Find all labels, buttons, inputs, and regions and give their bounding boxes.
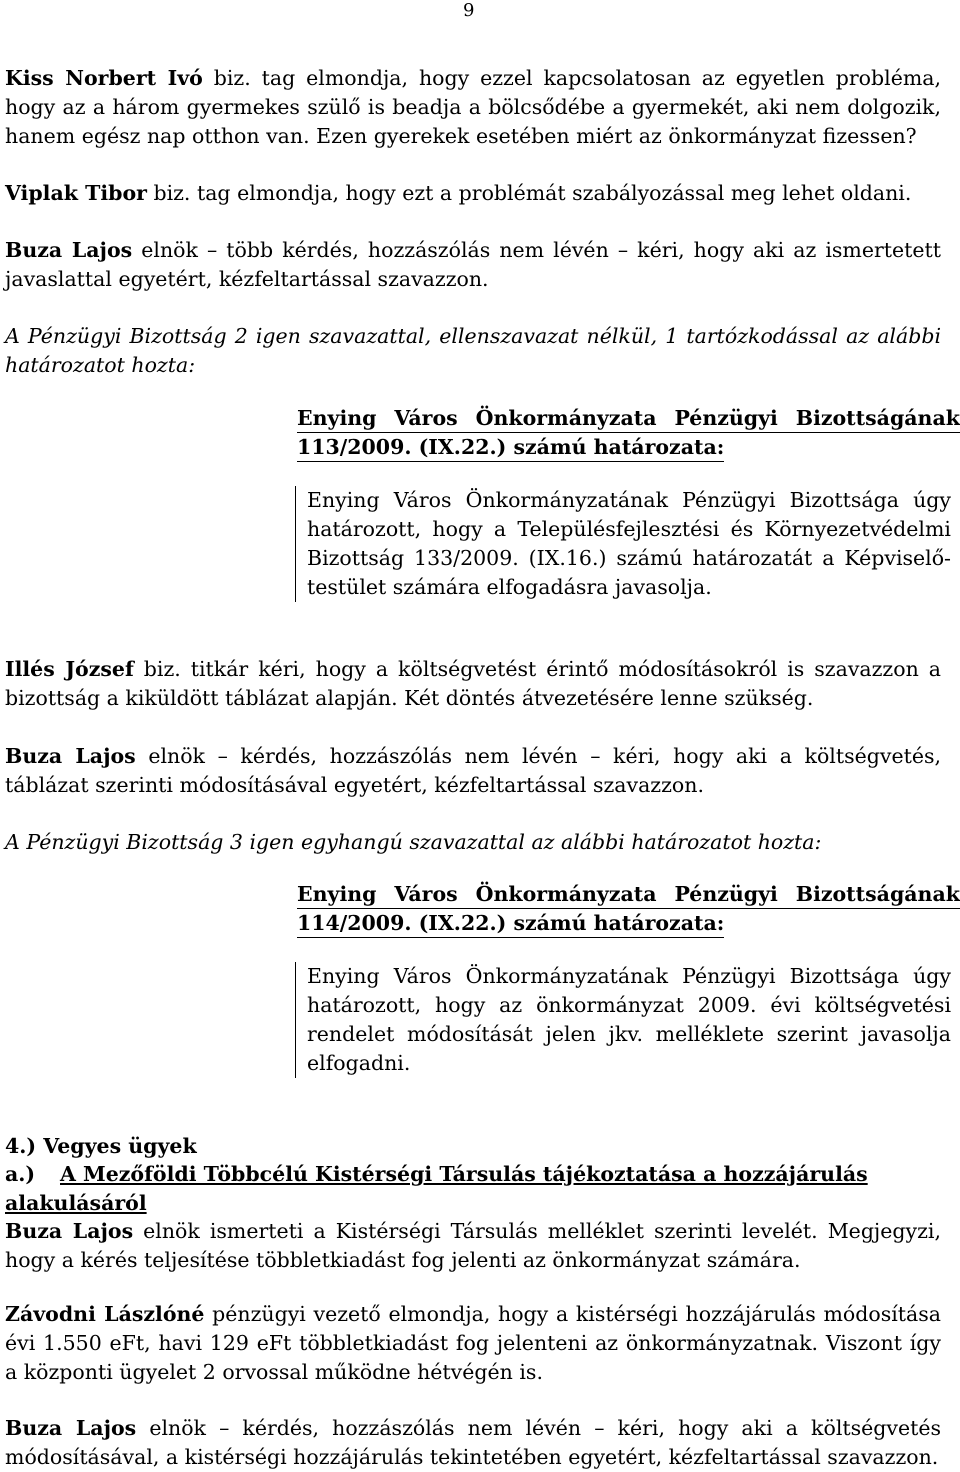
resolution-heading-line: Enying Város Önkormányzata Pénzügyi Bizottságának	[297, 880, 960, 909]
speaker-name: Buza Lajos	[5, 744, 136, 768]
speaker-name: Illés József	[5, 657, 134, 681]
paragraph-buza-lajos-3	[5, 1217, 941, 1275]
speaker-name: Viplak Tibor	[5, 181, 147, 205]
speaker-name: Závodni Lászlóné	[5, 1302, 205, 1326]
paragraph-text: elnök – kérdés, hozzászólás nem lévén – kéri, hogy aki a költségvetés, táblázat szerinti módosításával egyetért, kézfeltartással szavazzon.	[5, 744, 941, 797]
paragraph-text: elnök – kérdés, hozzászólás nem lévén – kéri, hogy aki a költségvetés módosításával, a kistérségi hozzájárulás tekintetében egyetért, kézfeltartással szavazzon.	[5, 1416, 941, 1469]
resolution-body-2: Enying Város Önkormányzatának Pénzügyi Bizottsága úgy határozott, hogy az önkormányzat 2009. évi költségvetési rendelet módosítását jelen jkv. melléklete szerint javasolja elfogadni.	[295, 962, 951, 1078]
paragraph-text: elnök ismerteti a Kistérségi Társulás melléklet szerinti levelét. Megjegyzi, hogy a kérés teljesítése többletkiadást fog jelenti az önkormányzat számára.	[5, 1219, 942, 1272]
speaker-name: Buza Lajos	[5, 1416, 137, 1440]
paragraph-text: pénzügyi vezető elmondja, hogy a kistérségi hozzájárulás módosítása évi 1.550 eFt, havi 129 eFt többletkiadást fog jelenteni az önkormányzatnak. Viszont így a központi ügyelet 2 orvossal működne hétvégén is.	[5, 1302, 941, 1384]
paragraph-kiss-norbert	[5, 64, 941, 151]
subsection-title: A Mezőföldi Többcélú Kistérségi Társulás tájékoztatása a hozzájárulás alakulásáról	[5, 1162, 868, 1215]
page-number: 9	[463, 0, 475, 21]
paragraph-viplak-tibor	[5, 179, 941, 208]
speaker-name: Kiss Norbert Ivó	[5, 66, 203, 90]
paragraph-text: biz. tag elmondja, hogy ezzel kapcsolatosan az egyetlen probléma, hogy az a három gyermekes szülő is beadja a bölcsődébe a gyermekét, aki nem dolgozik, hanem egész nap otthon van. Ezen gyerekek esetében miért az önkormányzat fizessen?	[5, 66, 942, 148]
resolution-number: 113/2009. (IX.22.) számú határozata:	[297, 433, 724, 462]
subsection-heading	[5, 1160, 960, 1218]
vote-statement-2: A Pénzügyi Bizottság 3 igen egyhangú szavazattal az alábbi határozatot hozta:	[5, 830, 822, 854]
resolution-heading-1	[297, 404, 960, 462]
paragraph-buza-lajos-1	[5, 236, 941, 294]
resolution-heading-2	[297, 880, 960, 938]
section-heading: 4.) Vegyes ügyek	[5, 1134, 197, 1158]
resolution-heading-line: Enying Város Önkormányzata Pénzügyi Bizottságának	[297, 404, 960, 433]
paragraph-illes-jozsef	[5, 655, 941, 713]
paragraph-buza-lajos-2	[5, 742, 941, 800]
paragraph-text: elnök – több kérdés, hozzászólás nem lévén – kéri, hogy aki az ismertetett javaslattal egyetért, kézfeltartással szavazzon.	[5, 238, 942, 291]
subsection-number: a.)	[5, 1162, 36, 1186]
speaker-name: Buza Lajos	[5, 1219, 134, 1243]
resolution-number: 114/2009. (IX.22.) számú határozata:	[297, 909, 724, 938]
paragraph-text: biz. titkár kéri, hogy a költségvetést érintő módosításokról is szavazzon a bizottság a kiküldött táblázat alapján. Két döntés átvezetésére lenne szükség.	[5, 657, 941, 710]
vote-statement-1: A Pénzügyi Bizottság 2 igen szavazattal, ellenszavazat nélkül, 1 tartózkodással az alábbi határozatot hozta:	[5, 324, 941, 377]
paragraph-zavodni-laszlone	[5, 1300, 941, 1387]
paragraph-text: biz. tag elmondja, hogy ezt a problémát szabályozással meg lehet oldani.	[146, 181, 912, 205]
resolution-body-1: Enying Város Önkormányzatának Pénzügyi Bizottsága úgy határozott, hogy a Településfejlesztési és Környezetvédelmi Bizottság 133/2009. (IX.16.) számú határozatát a Képviselő-testület számára elfogadásra javasolja.	[295, 486, 951, 602]
paragraph-buza-lajos-4	[5, 1414, 941, 1472]
speaker-name: Buza Lajos	[5, 238, 133, 262]
